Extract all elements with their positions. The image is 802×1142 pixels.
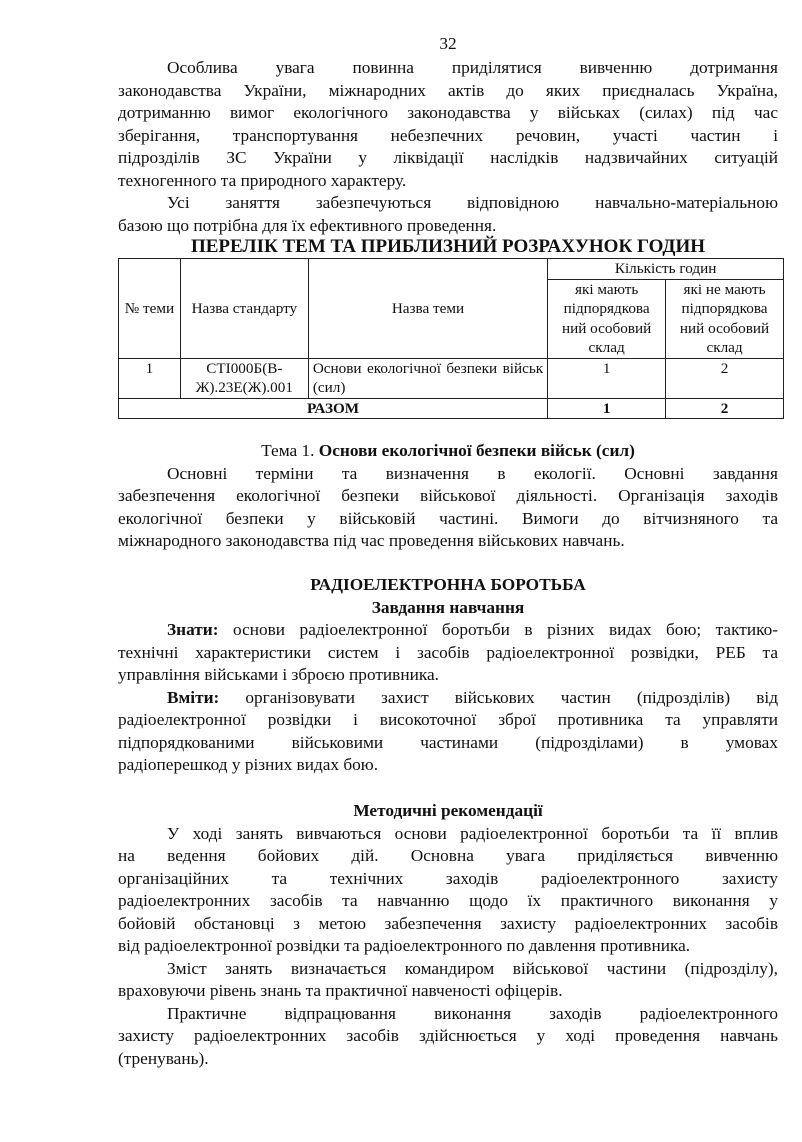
theme1-section [118,440,778,553]
methods-para1-line: на ведення бойових дій. Основна увага приділяється вивченню [118,846,778,865]
methods-para3-line: (тренувань). [118,1048,209,1068]
methods-para2-line: враховуючи рівень знань та практичної навченості офіцерів. [118,981,563,1000]
table-title: ПЕРЕЛІК ТЕМ ТА ПРИБЛИЗНИЙ РОЗРАХУНОК ГОДИН [190,236,706,257]
intro-para2-line: Усі заняття забезпечуються відповідною навчально-матеріальною [167,193,778,212]
methods-para1-line: організаційних та технічних заходів радіоелектронного захисту [118,868,778,888]
rer-subheading: Завдання навчання [371,597,525,617]
methods-para2-line: Зміст занять визначається командиром військової частини (підрозділу), [167,958,778,978]
header-topic: Назва теми [308,259,547,359]
methods-para1-line: У ході занять вивчаються основи радіоелектронної боротьби та її вплив [167,823,778,843]
theme1-title: Основи екологічної безпеки військ (сил) [318,441,635,460]
can-line: підпорядкованими військовими частинами (підрозділами) в умовах [118,732,778,752]
theme1-line: екологічної безпеки у військовій частині. Вимоги до вітчизняного та [118,508,778,528]
intro-para1-line: законодавства України, міжнародних актів до яких приєдналась Україна, [118,80,778,100]
hours-table [118,258,784,419]
can-line: радіоелектронної розвідки і високоточної зброї противника та управляти [118,710,778,729]
intro-para1-line: підрозділів ЗС України у ліквідації наслідків надзвичайних ситуацій [118,148,778,167]
intro-section [118,57,778,237]
theme1-prefix: Тема 1. [261,441,315,460]
total-label: РАЗОМ [119,398,548,419]
row-hours-2: 2 [666,358,784,398]
can-text: організовувати захист військових частин (підрозділів) від [245,687,778,707]
row-num: 1 [119,358,181,398]
header-standard: Назва стандарту [180,259,308,359]
methods-para1-line: від радіоелектронної розвідки та радіоелектронного по давлення противника. [118,936,691,955]
know-text: основи радіоелектронної боротьби в різних видах бою; тактико- [233,620,778,639]
know-line [118,619,778,642]
page-number: 32 [439,34,457,53]
theme1-line: Основні терміни та визначення в екології. Основні завдання [167,463,778,483]
rer-section [118,574,778,777]
row-topic: Основи екологічної безпеки військ (сил) [308,358,547,398]
methods-para1-line: бойовій обстановці з метою забезпечення захисту радіоелектронних засобів [118,913,778,933]
know-label: Знати: [167,620,219,639]
intro-para1-line: дотриманню вимог екологічного законодавства у військах (силах) під час [118,103,778,122]
know-line: технічні характеристики систем і засобів радіоелектронної розвідки, РЕБ та [118,642,778,662]
intro-para1-line: Особлива увага повинна приділятися вивченню дотримання [167,58,778,77]
row-hours-1: 1 [548,358,666,398]
header-no-subordinate: які не мають підпорядкова ний особовий склад [666,279,784,358]
table-total-row [119,398,784,419]
header-subordinate: які мають підпорядкова ний особовий склад [548,279,666,358]
intro-para2-line: базою що потрібна для їх ефективного проведення. [118,215,497,235]
methods-para3-line: захисту радіоелектронних засобів здійснюється у ході проведення навчань [118,1026,778,1045]
methods-para1-line: радіоелектронних засобів та навчанню щодо їх практичного виконання у [118,891,778,910]
header-num: № теми [119,259,181,359]
theme1-heading [118,440,778,463]
can-line: радіоперешкод у різних видах бою. [118,755,379,774]
header-hours: Кількість годин [548,259,784,280]
methods-para3-line: Практичне відпрацювання виконання заходів радіоелектронного [167,1003,778,1023]
rer-heading: РАДІОЕЛЕКТРОННА БОРОТЬБА [310,575,586,594]
theme1-line: забезпечення екологічної безпеки військової діяльності. Організація заходів [118,486,778,505]
total-hours-1: 1 [548,398,666,419]
know-line: управління військами і зброєю противника. [118,665,439,684]
intro-para1-line: техногенного та природного характеру. [118,170,407,190]
row-standard: СТІ000Б(В-Ж).23Е(Ж).001 [180,358,308,398]
table-row [119,358,784,398]
can-label: Вміти: [167,687,220,707]
can-line [118,687,778,710]
table-header-row [119,259,784,280]
intro-para1-line: зберігання, транспортування небезпечних речовин, участі частин і [118,125,778,145]
methods-section [118,800,778,1070]
theme1-line: міжнародного законодавства під час проведення військових навчань. [118,531,625,550]
total-hours-2: 2 [666,398,784,419]
methods-heading: Методичні рекомендації [353,801,543,820]
